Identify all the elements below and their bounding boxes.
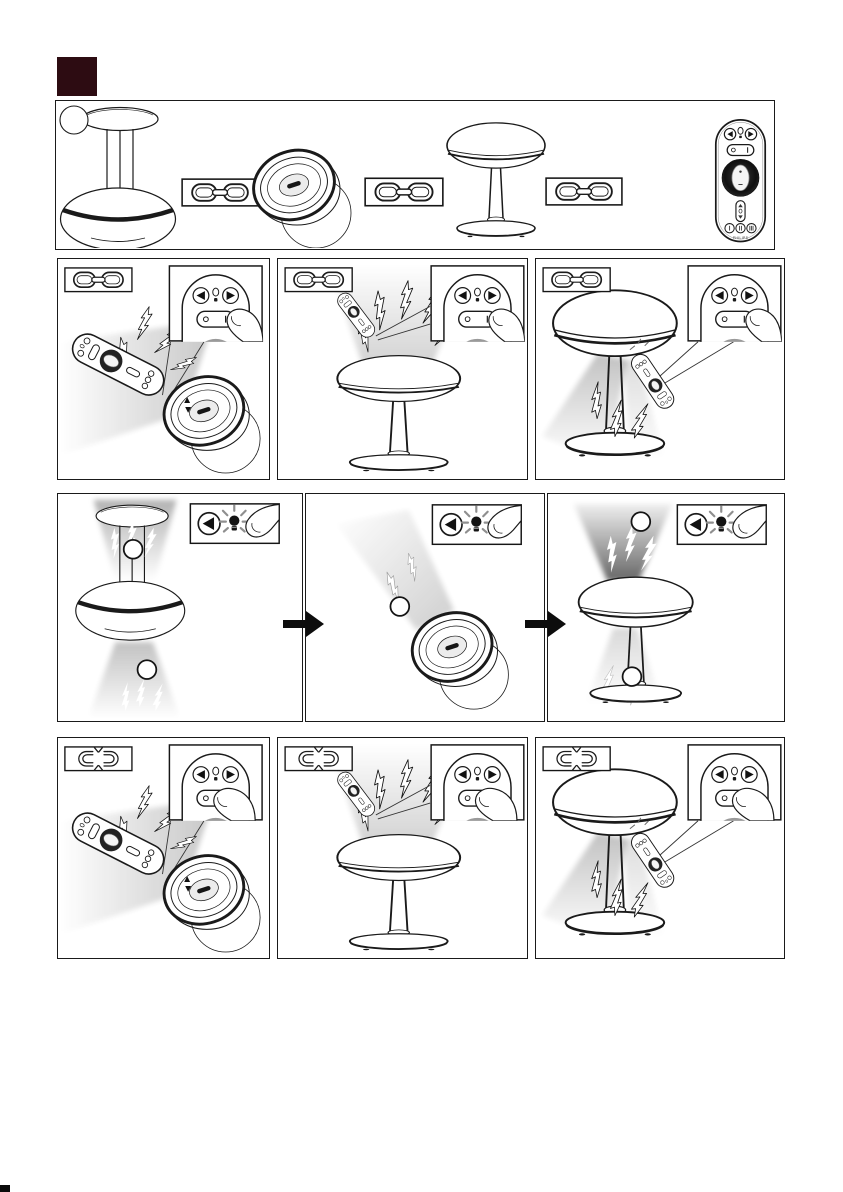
link-ball-lamp-panel [57,258,270,480]
corner-print-mark [0,1185,10,1192]
link-icon [365,178,443,205]
link-table-lamp-large-panel [535,258,785,480]
ball-lamp [245,140,351,248]
link-icon [546,178,622,205]
center-button [732,165,749,191]
light-beam-up [574,504,673,581]
remote-control [716,120,765,242]
overview-box [55,100,775,250]
blink-indicator [138,660,157,679]
inset-press-power-off [431,745,524,902]
blink-ball-lamp-panel [305,493,545,722]
ceiling-lamp [60,106,176,248]
table-lamp [447,123,545,237]
link-table-lamp-panel [277,258,528,480]
blink-indicator [623,667,642,686]
blink-table-lamp-panel [547,493,785,722]
link-icon [543,268,610,292]
step-arrow-icon [283,610,325,638]
unlink-icon [285,747,352,771]
unlink-icon [65,747,132,771]
unlink-ball-lamp-panel [57,737,270,959]
unlink-icon [543,747,610,771]
inset-press-power-on [431,266,525,423]
inset-press-power-off [688,745,781,902]
brand-label: PHILIPS [732,236,749,241]
ceiling-cup-icon [60,106,88,134]
link-icon [182,179,258,206]
unlink-table-lamp-large-panel [535,737,785,959]
blink-indicator [124,540,143,559]
unlink-table-lamp-panel [277,737,528,959]
inset-bulb-blinking [432,505,521,544]
inset-bulb-blinking [677,505,766,544]
blink-indicator [390,597,409,616]
link-icon [65,268,132,292]
blink-indicator [631,512,650,531]
inset-press-power-on [688,266,782,423]
step-arrow-icon [525,610,567,638]
preset-2-button [736,224,745,233]
page-marker-square [57,57,97,96]
inset-bulb-blinking [190,504,279,543]
blink-ceiling-lamp-panel [57,493,303,722]
light-beam-down [88,642,181,719]
link-icon [285,268,352,292]
